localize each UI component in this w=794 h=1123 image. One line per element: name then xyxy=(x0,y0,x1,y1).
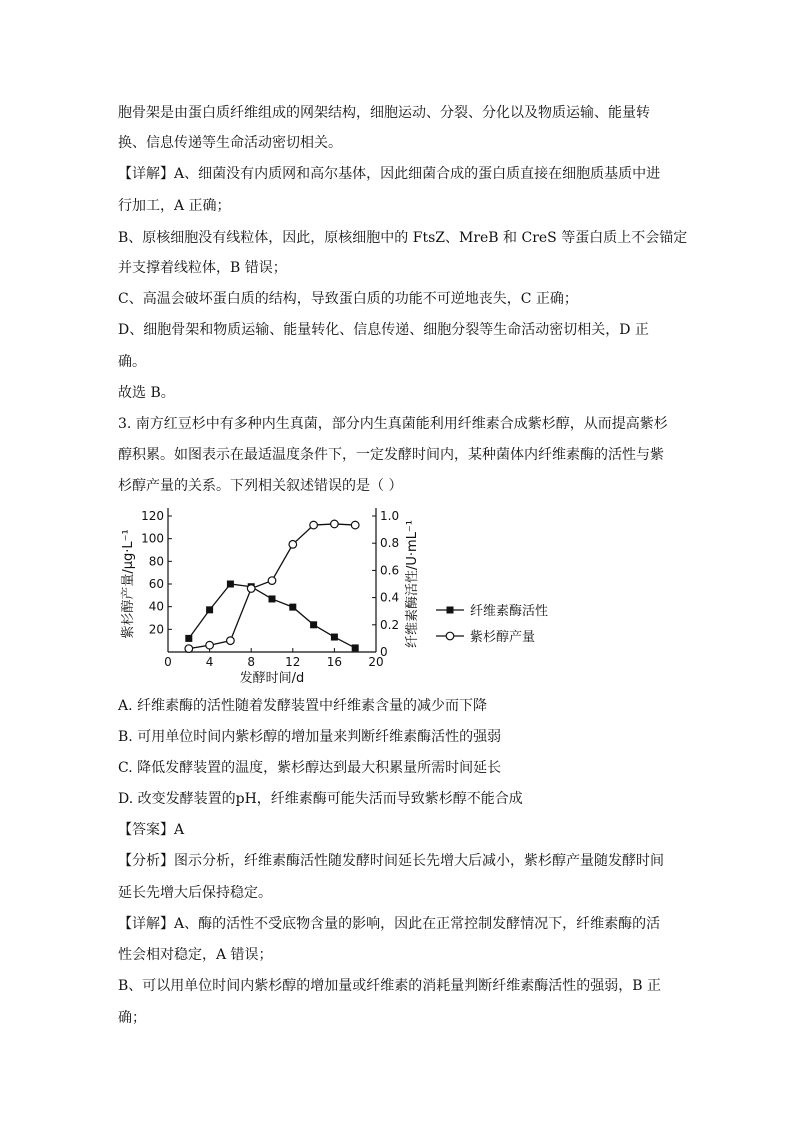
data-point-square xyxy=(206,606,213,613)
explanation: 【详解】A、酶的活性不受底物含量的影响，因此在正常控制发酵情况下，纤维素酶的活 xyxy=(118,916,661,932)
explanation: 确； xyxy=(118,1010,146,1026)
data-point-circle xyxy=(331,520,339,528)
y-left-tick-label: 100 xyxy=(141,531,164,546)
x-tick-label: 4 xyxy=(205,655,214,669)
x-tick-label: 0 xyxy=(164,655,172,669)
y-left-tick-label: 40 xyxy=(148,599,164,614)
data-point-square xyxy=(352,644,359,651)
text-line: D、细胞骨架和物质运输、能量转化、信息传递、细胞分裂等生命活动密切相关，D 正 xyxy=(118,322,649,338)
text-line: 胞骨架是由蛋白质纤维组成的网架结构，细胞运动、分裂、分化以及物质运输、能量转 xyxy=(118,105,650,121)
series-line xyxy=(189,584,355,648)
y-right-tick-label: 0.2 xyxy=(380,617,400,632)
question-stem: 3. 南方红豆杉中有多种内生真菌，部分内生真菌能利用纤维素合成紫杉醇，从而提高紫杉 xyxy=(118,416,668,432)
text-line: 确。 xyxy=(118,354,146,370)
y-left-tick-label: 20 xyxy=(148,622,164,637)
text-line: 故选 B。 xyxy=(118,385,175,401)
chart xyxy=(118,500,558,690)
question-stem: 杉醇产量的关系。下列相关叙述错误的是（ ） xyxy=(118,478,403,494)
data-point-square xyxy=(185,635,192,642)
text-line: 换、信息传递等生命活动密切相关。 xyxy=(118,135,342,151)
data-point-circle xyxy=(351,521,359,529)
y-right-tick-label: 0.8 xyxy=(380,536,400,551)
data-point-square xyxy=(331,634,338,641)
x-tick-label: 12 xyxy=(285,655,301,669)
data-point-square xyxy=(269,595,276,602)
y-left-axis-label: 紫杉醇产量/μg·L⁻¹ xyxy=(121,529,136,639)
legend-label: 纤维素酶活性 xyxy=(470,604,549,619)
data-point-circle xyxy=(185,645,193,653)
data-point-circle xyxy=(227,637,235,645)
question-stem: 醇积累。如图表示在最适温度条件下，一定发酵时间内，某种菌体内纤维素酶的活性与紫 xyxy=(118,447,664,463)
legend-label: 紫杉醇产量 xyxy=(470,630,536,645)
legend-marker-square xyxy=(447,607,454,614)
analysis: 【分析】图示分析，纤维素酶活性随发酵时间延长先增大后减小，紫杉醇产量随发酵时间 xyxy=(118,853,664,869)
y-left-tick-label: 60 xyxy=(148,577,164,591)
series-line xyxy=(189,524,355,649)
data-point-square xyxy=(310,621,317,628)
option-a: A. 纤维素酶的活性随着发酵装置中纤维素含量的减少而下降 xyxy=(118,698,488,714)
text-line: C、高温会破坏蛋白质的结构，导致蛋白质的功能不可逆地丧失，C 正确； xyxy=(118,291,578,307)
option-d: D. 改变发酵装置的pH，纤维素酶可能失活而导致紫杉醇不能合成 xyxy=(118,791,523,807)
text-line: 并支撑着线粒体，B 错误； xyxy=(118,260,287,276)
data-point-circle xyxy=(289,541,297,549)
data-point-circle xyxy=(206,641,214,649)
data-point-circle xyxy=(247,585,255,593)
text-line: B、原核细胞没有线粒体，因此，原核细胞中的 FtsZ、MreB 和 CreS 等蛋白质上不会锚定 xyxy=(118,230,688,246)
legend-marker-circle xyxy=(446,632,454,640)
y-right-tick-label: 0.4 xyxy=(380,590,400,605)
chart-svg xyxy=(118,500,558,690)
y-right-tick-label: 0.6 xyxy=(380,563,400,578)
explanation: B、可以用单位时间内紫杉醇的增加量或纤维素的消耗量判断纤维素酶活性的强弱，B 正 xyxy=(118,978,662,994)
x-axis-label: 发酵时间/d xyxy=(239,671,305,686)
text-line: 【详解】A、细菌没有内质网和高尔基体，因此细菌合成的蛋白质直接在细胞质基质中进 xyxy=(118,166,661,182)
data-point-square xyxy=(289,604,296,611)
analysis: 延长先增大后保持稳定。 xyxy=(118,885,272,901)
data-point-square xyxy=(227,581,234,588)
x-tick-label: 16 xyxy=(326,655,343,669)
y-right-axis-label: 纤维素酶活性/U·mL⁻¹ xyxy=(405,519,420,649)
y-left-tick-label: 80 xyxy=(148,554,164,569)
explanation: 性会相对稳定，A 错误； xyxy=(118,947,273,963)
answer: 【答案】A xyxy=(118,822,185,838)
option-b: B. 可用单位时间内紫杉醇的增加量来判断纤维素酶活性的强弱 xyxy=(118,729,502,745)
option-c: C. 降低发酵装置的温度，紫杉醇达到最大积累量所需时间延长 xyxy=(118,760,502,776)
data-point-circle xyxy=(268,577,276,585)
y-right-tick-label: 1.0 xyxy=(380,509,400,523)
text-line: 行加工，A 正确； xyxy=(118,198,231,214)
data-point-circle xyxy=(310,521,318,529)
x-tick-label: 20 xyxy=(368,655,384,669)
x-tick-label: 8 xyxy=(247,655,256,669)
y-left-tick-label: 120 xyxy=(141,509,164,523)
y-right-tick-label: 0 xyxy=(380,645,388,659)
